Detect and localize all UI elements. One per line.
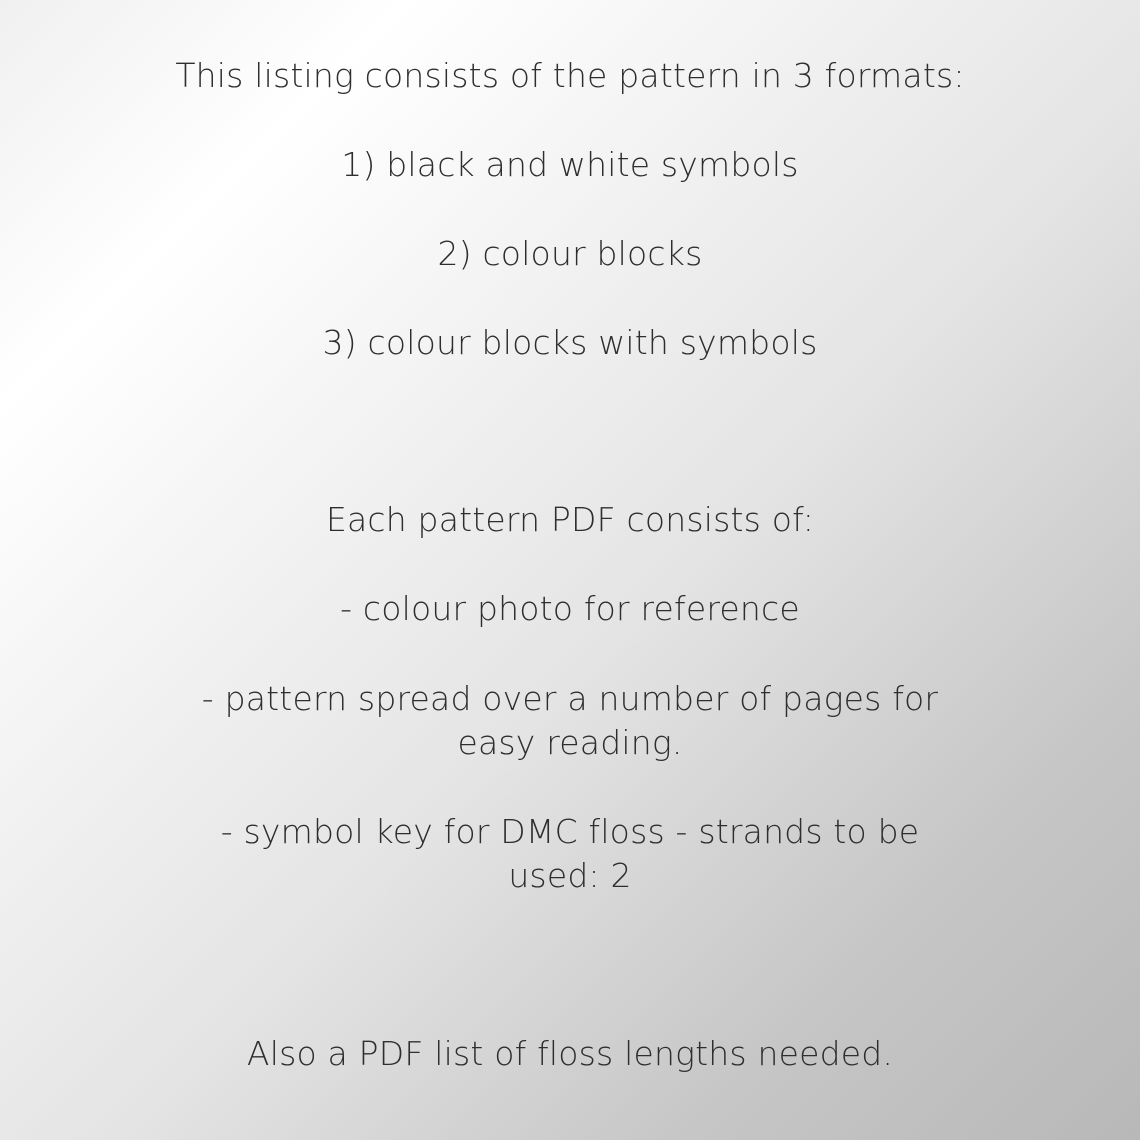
format-item-3: 3) colour blocks with symbols	[322, 323, 818, 362]
pdf-contents-heading: Each pattern PDF consists of:	[325, 500, 815, 539]
pdf-item-photo: - colour photo for reference	[340, 589, 800, 628]
listing-heading: This listing consists of the pattern in 3 formats:	[175, 56, 965, 95]
format-item-1: 1) black and white symbols	[341, 145, 799, 184]
floss-lengths-note: Also a PDF list of floss lengths needed.	[246, 1034, 894, 1073]
pdf-item-symbol-key: - symbol key for DMC floss - strands to be used: 2	[220, 812, 920, 895]
pdf-item-pattern-spread: - pattern spread over a number of pages for easy reading.	[201, 679, 939, 762]
format-item-2: 2) colour blocks	[437, 234, 703, 273]
